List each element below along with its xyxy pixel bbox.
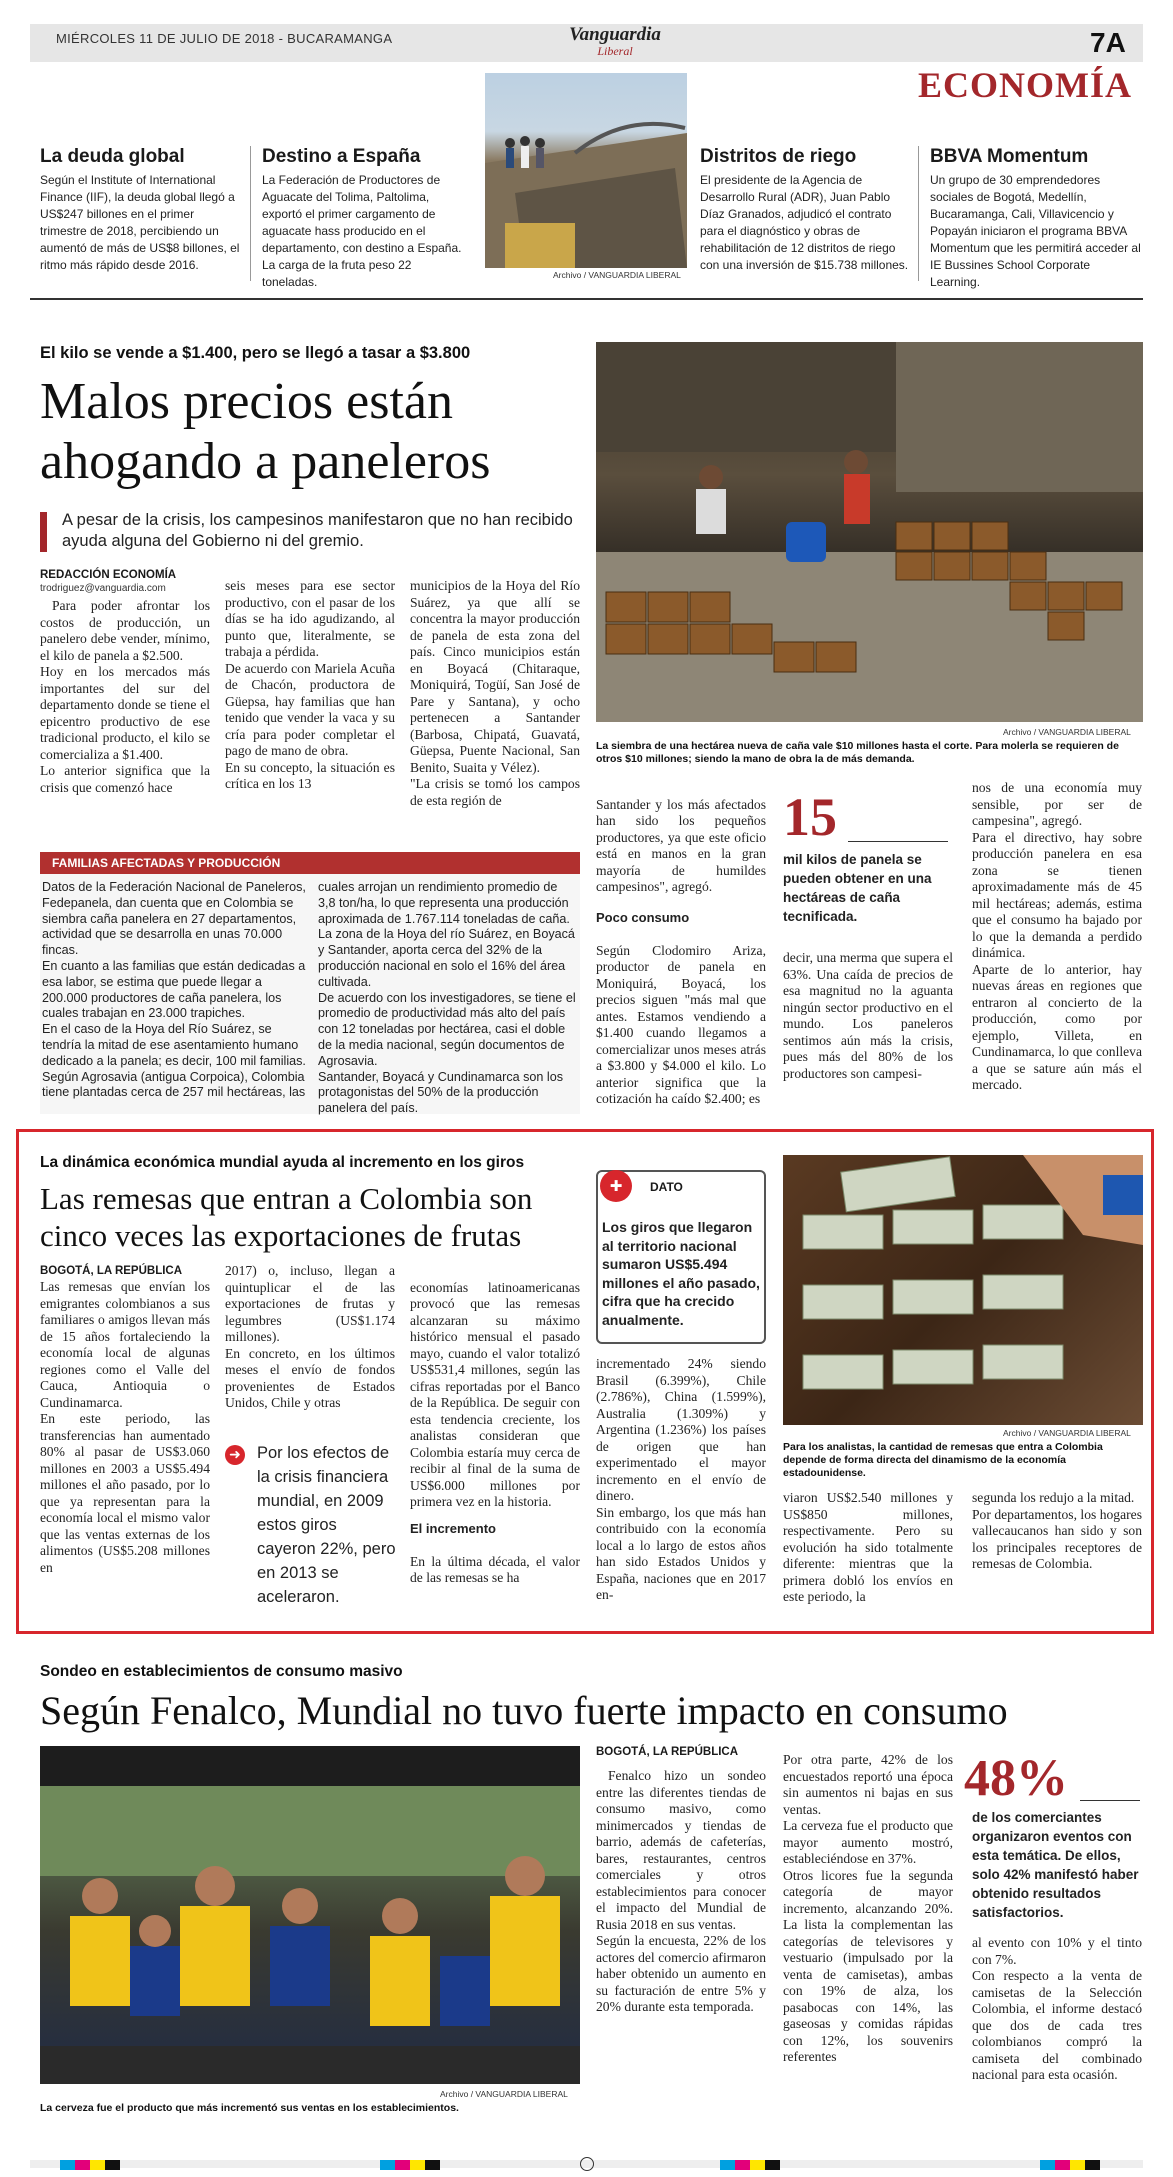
article2-photo-caption: Para los analistas, la cantidad de remesas que entra a Colombia depende de forma directa del dinamismo de la economía estadounidense. bbox=[783, 1441, 1103, 1479]
color-registration-mark bbox=[380, 2160, 440, 2170]
color-registration-mark bbox=[60, 2160, 120, 2170]
article1-byline: REDACCIÓN ECONOMÍA bbox=[40, 569, 177, 581]
article1-col5: decir, una merma que supera el 63%. Una caída de precios de esa magnitud no la aguanta ningún sector productivo en el mundo. Los paneleros sentimos aún más la crisis, pues más del 80% de los productores son campesi- bbox=[783, 950, 953, 1081]
article1-photo-caption: La siembra de una hectárea nueva de caña vale $10 millones hasta el corte. Para molerla se requieren de otros $10 millones; siendo la mano de obra la de más demanda. bbox=[596, 740, 1119, 765]
article3-col2: Por otra parte, 42% de los encuestados reportó una época sin aumentos ni bajas en sus ventas. La cerveza fue el producto que mayor aumento mostró, estableciéndose en 37%. Otros licores fue la segunda categoría de mayor incremento, alcanzando 20%. La lista la complementan las categorías de televisores y vestuario (impulsado por la venta de camisetas), ambas con 19% de alza, los pasabocas con 14%, las gaseosas y comidas rápidas con 12%, los souvenirs referentes bbox=[783, 1752, 953, 2064]
article2-byline: BOGOTÁ, LA REPÚBLICA bbox=[40, 1265, 183, 1277]
article2-headline bbox=[40, 1180, 532, 1254]
article1-stat-number: 15 bbox=[783, 787, 837, 847]
article2-photo-credit: Archivo / VANGUARDIA LIBERAL bbox=[1003, 1428, 1131, 1438]
article3-byline: BOGOTÁ, LA REPÚBLICA bbox=[596, 1746, 739, 1758]
brief-text: Según el Institute of International Finance (IIF), la deuda global llegó a US$247 billones en el primer trimestre de 2018, percibiendo un aumentó de más de US$8 billones, el ritmo más rápido desde 2016. bbox=[40, 173, 240, 272]
article1-subhead: Poco consumo bbox=[596, 909, 690, 925]
stat-rule bbox=[848, 841, 948, 842]
quote-arrow-icon: ➜ bbox=[225, 1445, 245, 1465]
article3-kicker: Sondeo en establecimientos de consumo masivo bbox=[40, 1663, 403, 1680]
trapiche-illustration bbox=[596, 342, 1143, 722]
article1-photo-credit: Archivo / VANGUARDIA LIBERAL bbox=[1003, 727, 1131, 737]
article3-stat-text: de los comerciantes organizaron eventos con esta temática. De ellos, solo 42% manifestó haber obtenido resultados satisfactorios. bbox=[972, 1810, 1139, 1920]
headline-line: cinco veces las exportaciones de frutas bbox=[40, 1218, 522, 1253]
dato-icon: ✚ bbox=[600, 1170, 632, 1202]
brief-title: La deuda global bbox=[40, 146, 185, 167]
article3-col3: al evento con 10% y el tinto con 7%. Con respecto a la venta de camisetas de la Selección Colombia, el informe destacó que dos de cada tres colombianos compró la camiseta del combinado nacional para esta ocasión. bbox=[972, 1935, 1142, 2082]
brief-text: Un grupo de 30 emprendedores sociales de Bogotá, Medellín, Bucaramanga, Cali, Villavicencio y Popayán iniciaron el programa BBVA Momentum que les permitirá acceder al IE Bussines School Corporate Learning. bbox=[930, 173, 1141, 289]
col-text: economías latinoamericanas provocó que las remesas alcanzaran su máximo histórico mensual el pasado mayo, cuando el valor totalizó US$531,4 millones, según las cifras reportadas por el Banco de la República. De seguir con esta tendencia creciente, los analistas consideran que Colombia estaría muy cerca de recibir al final de la suma de US$6.000 millones por primera vez en la historia. bbox=[410, 1279, 580, 1509]
briefs-bottom-rule bbox=[30, 298, 1143, 300]
page-number: 7A bbox=[1090, 27, 1126, 58]
logo-main: Vanguardia bbox=[569, 24, 661, 45]
billetes-illustration bbox=[783, 1155, 1143, 1425]
col-text: Santander y los más afectados han sido los pequeños productores, ya que este oficio está en manos en la gran mayoría de humildes campesinos", agregó. bbox=[596, 796, 766, 894]
article1-stat-text: mil kilos de panela se pueden obtener en una hectáreas de caña tecnificada. bbox=[783, 852, 932, 924]
brief-text: El presidente de la Agencia de Desarrollo Rural (ADR), Juan Pablo Díaz Granados, adjudicó el contrato para el diagnóstico y obras de rehabilitación de 12 distritos de riego con una inversión de $15.738 millones. bbox=[700, 173, 909, 272]
families-box-header: FAMILIAS AFECTADAS Y PRODUCCIÓN bbox=[40, 852, 580, 874]
article2-subhead: El incremento bbox=[410, 1520, 496, 1536]
col-text: Según Clodomiro Ariza, productor de panela en Moniquirá, Boyacá, los precios siguen "más mal que antes. Estamos vendiendo a $1.400 cuando llegamos a comercializar unos meses atrás a $3.800 y $4.000 el kilo. Lo anterior significa que la cotización ha caído $2.400; es bbox=[596, 942, 766, 1106]
dato-text: Los giros que llegaron al territorio nacional sumaron US$5.494 millones el año pasado, cifra que ha crecido anualmente. bbox=[602, 1219, 760, 1328]
masthead-logo bbox=[555, 25, 675, 57]
lead-marker bbox=[40, 512, 47, 552]
headline-line: Malos precios están bbox=[40, 373, 454, 430]
color-registration-mark bbox=[1040, 2160, 1100, 2170]
col-text: En la última década, el valor de las remesas se ha bbox=[410, 1553, 580, 1585]
article2-col1: Las remesas que envían los emigrantes colombianos a sus familiares o amigos llevan más de 15 años fortaleciendo la economía local de algunas regiones como el Valle del Cauca, Antioquia o Cundinamarca. En este periodo, las transferencias han aumentado 80% al pasar de US$3.060 millones en 2003 a US$5.494 millones el año pasado, por lo que ya representan para la economía local el mismo valor que las ventas externas de los alimentos (US$5.208 millones en bbox=[40, 1279, 210, 1575]
brief-title: Distritos de riego bbox=[700, 146, 857, 167]
brief-distritos-riego bbox=[700, 146, 910, 274]
brief-deuda-global bbox=[40, 146, 240, 274]
article1-lead: A pesar de la crisis, los campesinos manifestaron que no han recibido ayuda alguna del Gobierno ni del gremio. bbox=[62, 511, 573, 550]
article2-quote: Por los efectos de la crisis financiera mundial, en 2009 estos giros cayeron 22%, pero en 2013 se aceleraron. bbox=[257, 1444, 396, 1606]
families-box-col1: Datos de la Federación Nacional de Paneleros, Fedepanela, dan cuenta que en Colombia se siembra caña panelera en 27 departamentos, actividad que se desarrolla en unas 70.000 fincas. En cuanto a las familias que están dedicadas a esa labor, se estima que puede llegar a 200.000 productores de caña panelera, los cuales trabajan en 23.000 trapiches. En el caso de la Hoya del Río Suárez, se tendría la mitad de ese asentamiento humano dedicado a la panela; es decir, 100 mil familias. Según Agrosavia (antigua Corpoica), Colombia tiene plantadas cerca de 257 mil hectáreas, las bbox=[42, 880, 306, 1100]
article1-email: trodriguez@vanguardia.com bbox=[40, 583, 166, 594]
article1-photo-trapiche bbox=[596, 342, 1143, 722]
article1-col2: seis meses para ese sector productivo, con el pasar de los días se ha ido agudizando, al punto que, literalmente, se trabaja a pérdida. De acuerdo con Mariela Acuña de Chacón, productora de Güepsa, hay familias que han tenido que vender la vaca y su cría para poder completar el pago de mano de obra. En su concepto, la situación es crítica en los 13 bbox=[225, 578, 395, 791]
brief-divider bbox=[250, 146, 251, 281]
headline-line: Las remesas que entran a Colombia son bbox=[40, 1181, 533, 1216]
logo-sub: Liberal bbox=[597, 44, 633, 58]
article1-col1: Para poder afrontar los costos de producción, un panelero debe vender, mínimo, el kilo de panela a $2.500. Hoy en los mercados más importantes del sur del departamento donde se tiene el epicentro productivo de ese tradicional producto, el kilo se comercializa a $1.400. Lo anterior significa que la crisis que comenzó hace bbox=[40, 598, 210, 795]
stat-rule bbox=[1080, 1800, 1140, 1801]
article1-col3: municipios de la Hoya del Río Suárez, ya que allí se concentra la mayor producción de panela de esta zona del país. Cinco municipios están en Boyacá (Chitaraque, Moniquirá, Togüí, San José de Pare y Santana), y ocho pertenecen a Santander (Barbosa, Chipatá, Guavatá, Güepsa, Puente Nacional, San Benito, Suaita y Vélez). "La crisis se tomó los campos de esta región de bbox=[410, 578, 580, 808]
article3-stat-number: 48% bbox=[964, 1750, 1068, 1807]
brief-title: Destino a España bbox=[262, 146, 421, 167]
article1-col6: nos de una economía muy sensible, por ser de campesina", agregó. Para el directivo, hay sobre producción panelera en esa zona se tienen aproximadamente más de 45 mil hectáreas; además, estima que el consumo ha bajado por lo que la demanda a perdido dinámica. Aparte de lo anterior, hay nuevas áreas en regiones que entraron al concierto de la producción, como por ejemplo, Villeta, en Cundinamarca, lo que conlleva a que se sature aún más el mercado. bbox=[972, 780, 1142, 1092]
article3-headline: Según Fenalco, Mundial no tuvo fuerte impacto en consumo bbox=[40, 1688, 1008, 1733]
article1-kicker: El kilo se vende a $1.400, pero se llegó a tasar a $3.800 bbox=[40, 344, 471, 362]
header-date: MIÉRCOLES 11 DE JULIO DE 2018 - BUCARAMANGA bbox=[56, 31, 393, 46]
article3-photo-caption: La cerveza fue el producto que más incrementó sus ventas en los establecimientos. bbox=[40, 2102, 459, 2114]
headline-line: ahogando a paneleros bbox=[40, 433, 491, 490]
article2-photo-billetes bbox=[783, 1155, 1143, 1425]
article1-col4 bbox=[596, 780, 766, 1108]
hinchas-illustration bbox=[40, 1746, 580, 2084]
dato-label: DATO bbox=[650, 1180, 683, 1194]
section-title: ECONOMÍA bbox=[918, 65, 1132, 105]
brief-text: La Federación de Productores de Aguacate del Tolima, Paltolima, exportó el primer cargamento de aguacate hass producido en el departamento, con destino a España. La carga de la fruta peso 22 toneladas. bbox=[262, 173, 462, 289]
article3-col1: Fenalco hizo un sondeo entre las diferentes tiendas de consumo masivo, como minimercados y tiendas de barrio, además de cafeterías, bares, restaurantes, centros comerciales y otros establecimientos para conocer el impacto del Mundial de Rusia 2018 en sus ventas. Según la encuesta, 22% de los actores del comercio afirmaron haber obtenido un aumento en su facturación de entre 5% y 20% durante esta temporada. bbox=[596, 1768, 766, 2014]
article2-col4: incrementado 24% siendo Brasil (6.399%), Chile (2.786%), China (1.599%), Australia (1.309%) y Argentina (1.236%) los países de origen que han experimentado el mayor incremento en el envío de dinero. Sin embargo, los que más han contribuido con la economía local a lo largo de estos años han sido Estados Unidos y España, naciones que en 2017 en- bbox=[596, 1356, 766, 1602]
article3-photo-credit: Archivo / VANGUARDIA LIBERAL bbox=[440, 2089, 568, 2099]
article2-col5: viaron US$2.540 millones y US$850 millones, respectivamente. Pero su evolución ha sido totalmente diferente: mientras que la primera dobló los envíos en este periodo, la bbox=[783, 1490, 953, 1604]
brief-destino-espana bbox=[262, 146, 462, 291]
article2-col3 bbox=[410, 1263, 580, 1587]
article1-headline bbox=[40, 372, 490, 492]
brief-bbva-momentum bbox=[930, 146, 1142, 291]
color-registration-mark bbox=[720, 2160, 780, 2170]
brief-photo-credit: Archivo / VANGUARDIA LIBERAL bbox=[553, 270, 681, 280]
article2-kicker: La dinámica económica mundial ayuda al incremento en los giros bbox=[40, 1154, 525, 1171]
brief-divider bbox=[918, 146, 919, 281]
families-box-col2: cuales arrojan un rendimiento promedio de 3,8 ton/ha, lo que representa una producción aproximada de 1.767.114 toneladas de caña. La zona de la Hoya del río Suárez, en Boyacá y Santander, aporta cerca del 32% de la producción nacional en solo el 16% del área cultivada. De acuerdo con los investigadores, se tiene el promedio de productividad más alto del país con 12 toneladas por hectárea, casi el doble de la media nacional, según documentos de Agrosavia. Santander, Boyacá y Cundinamarca son los protagonistas del 50% de la producción panelera del país. bbox=[318, 880, 576, 1116]
registration-target-icon bbox=[580, 2157, 594, 2171]
canal-illustration bbox=[485, 73, 687, 268]
brief-title: BBVA Momentum bbox=[930, 146, 1089, 167]
brief-photo-canal bbox=[485, 73, 687, 268]
article3-photo-hinchas bbox=[40, 1746, 580, 2084]
article2-col6: segunda los redujo a la mitad. Por departamentos, los hogares vallecaucanos han sido y son los principales receptores de remesas de Colombia. bbox=[972, 1490, 1142, 1571]
article2-col2: 2017) o, incluso, llegan a quintuplicar el de las exportaciones de frutas y legumbres (US$1.174 millones). En concreto, en los últimos meses el envío de fondos provenientes de Estados Unidos, Chile y otras bbox=[225, 1263, 395, 1410]
